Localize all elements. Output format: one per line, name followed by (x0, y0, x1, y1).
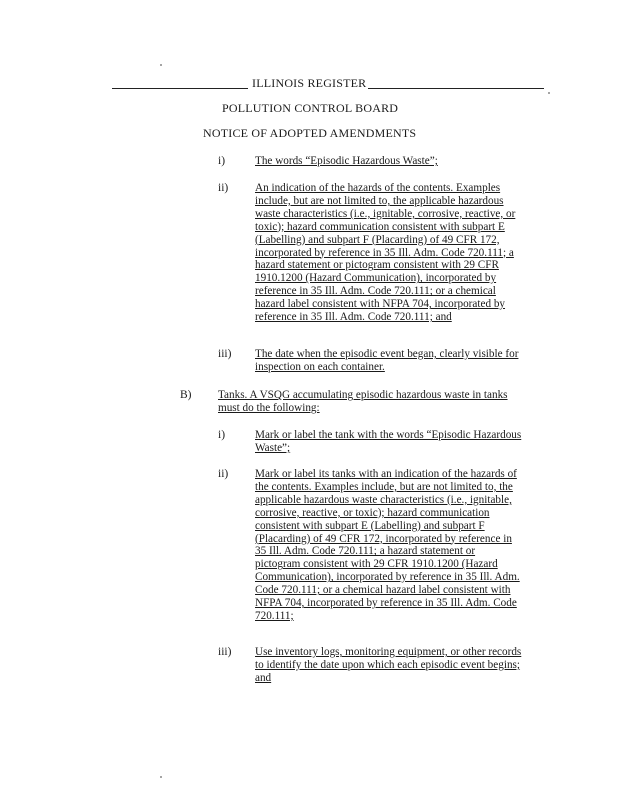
section-b-marker: B) (180, 389, 192, 401)
scan-speck (548, 92, 550, 94)
text-line: 35 Ill. Adm. Code 720.111; a hazard statement or (255, 545, 476, 558)
text-line: the contents. Examples include, but are not limited to, the (255, 480, 513, 493)
text-line: and (255, 671, 272, 684)
text-line: (Placarding) of 49 CFR 172, incorporated by reference in (255, 532, 512, 545)
item-a-i-marker: i) (218, 155, 226, 167)
text-line: Use inventory logs, monitoring equipment, or other records (255, 646, 522, 658)
text-line: reference in 35 Ill. Adm. Code 720.111; or a chemical (255, 285, 496, 298)
item-a-iii-text (255, 348, 518, 374)
item-b-ii-text (255, 468, 520, 623)
text-line: Mark or label the tank with the words “Episodic Hazardous (255, 429, 522, 441)
item-b-ii-marker: ii) (218, 468, 229, 480)
board-title: POLLUTION CONTROL BOARD (222, 101, 399, 115)
text-line: applicable hazardous waste characteristics (i.e., ignitable, (255, 493, 512, 506)
register-title: ILLINOIS REGISTER (252, 76, 367, 90)
header-rule-left (112, 88, 248, 89)
text-line: (Labelling) and subpart F (Placarding) of 49 CFR 172, (255, 233, 500, 246)
scan-speck (160, 64, 162, 66)
item-a-ii-marker: ii) (218, 182, 229, 194)
text-line: reference in 35 Ill. Adm. Code 720.111; and (255, 311, 452, 324)
text-line: toxic); hazard communication consistent with subpart E (255, 220, 505, 233)
text-line: to identify the date upon which each episodic event begins; (255, 658, 521, 671)
text-line: hazard label consistent with NFPA 704, incorporated by (255, 298, 506, 311)
item-b-iii-text (255, 646, 521, 685)
text-line: pictogram consistent with 29 CFR 1910.1200 (Hazard (255, 558, 498, 571)
item-a-i-text (255, 155, 438, 168)
text-line: NFPA 704, incorporated by reference in 35 Ill. Adm. Code (255, 597, 517, 610)
notice-title: NOTICE OF ADOPTED AMENDMENTS (203, 126, 417, 140)
text-line: hazard statement or pictogram consistent with 29 CFR (255, 259, 499, 272)
text-line: 720.111; (255, 609, 294, 622)
text-line: corrosive, reactive, or toxic); hazard communication (255, 506, 490, 519)
item-a-iii-marker: iii) (218, 348, 232, 360)
text-line: waste characteristics (i.e., ignitable, corrosive, reactive, or (255, 207, 516, 220)
text-line: must do the following: (218, 401, 320, 414)
header-rule-right (368, 88, 544, 89)
text-line: inspection on each container. (255, 360, 385, 373)
item-b-iii-marker: iii) (218, 646, 232, 658)
item-b-i-text (255, 429, 521, 455)
text-line: include, but are not limited to, the applicable hazardous (255, 194, 504, 207)
text-line: The date when the episodic event began, clearly visible for (255, 348, 519, 360)
text-line: The words “Episodic Hazardous Waste”; (255, 155, 438, 167)
text-line: Waste”; (255, 441, 291, 454)
text-line: Communication), incorporated by reference in 35 Ill. Adm. (255, 571, 520, 584)
item-b-i-marker: i) (218, 429, 226, 441)
text-line: 1910.1200 (Hazard Communication), incorporated by (255, 272, 497, 285)
section-b-text (218, 389, 508, 415)
text-line: An indication of the hazards of the contents. Examples (255, 182, 501, 194)
text-line: incorporated by reference in 35 Ill. Adm. Code 720.111; a (255, 246, 514, 259)
text-line: Tanks. A VSQG accumulating episodic hazardous waste in tanks (218, 389, 508, 401)
text-line: consistent with subpart E (Labelling) and subpart F (255, 519, 485, 532)
scan-speck (160, 776, 162, 778)
item-a-ii-text (255, 182, 515, 324)
text-line: Mark or label its tanks with an indication of the hazards of (255, 468, 517, 480)
text-line: Code 720.111; or a chemical hazard label consistent with (255, 584, 511, 597)
